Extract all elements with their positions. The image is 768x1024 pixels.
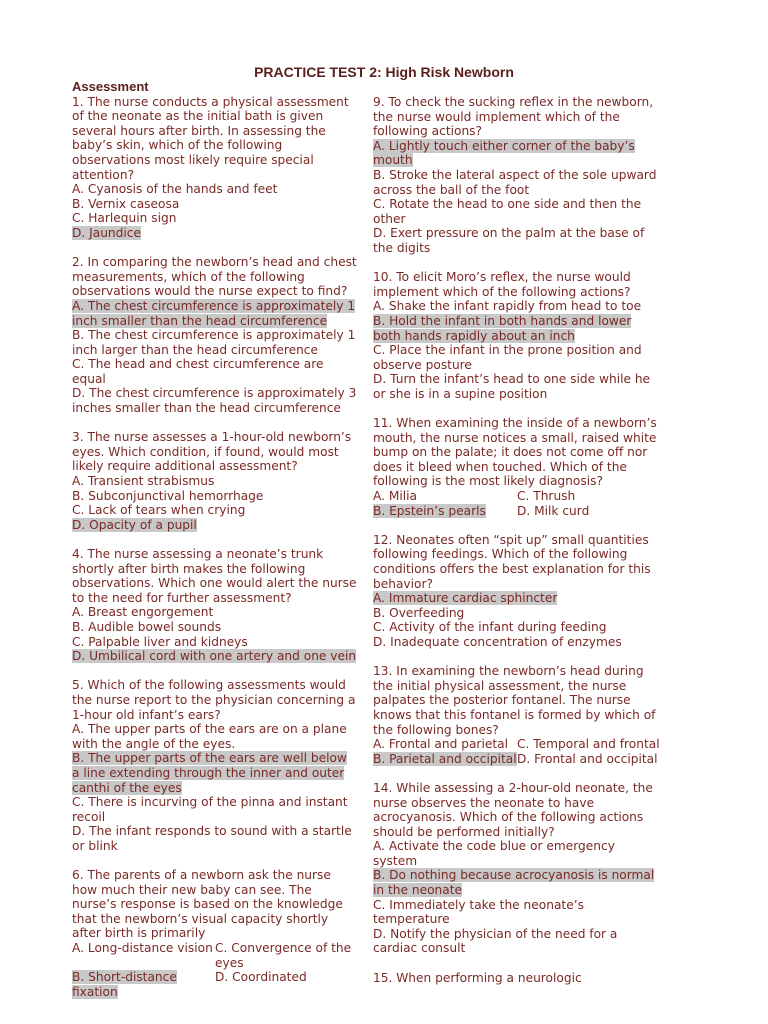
option-row [373, 752, 661, 767]
option[interactable]: A. Cyanosis of the hands and feet [72, 182, 278, 197]
option[interactable]: C. Convergence of the eyes [215, 941, 352, 970]
highlighted-answer[interactable]: A. Lightly touch either corner of the baby’s mouth [373, 138, 635, 168]
option[interactable]: B. Overfeeding [373, 605, 465, 620]
question-13 [373, 664, 661, 766]
option[interactable]: B. Subconjunctival hemorrhage [72, 488, 264, 503]
option[interactable]: A. Transient strabismus [72, 474, 215, 489]
highlighted-answer[interactable]: D. Opacity of a pupil [72, 517, 197, 532]
option[interactable]: D. Notify the physician of the need for a cardiac consult [373, 926, 618, 956]
question-stem: 3. The nurse assesses a 1-hour-old newborn’s eyes. Which condition, if found, would most likely require additional assessment? [72, 430, 352, 474]
right-column [373, 95, 661, 1000]
question-stem: 1. The nurse conducts a physical assessment of the neonate as the initial bath is given several hours after birth. In assessing the baby’s skin, which of the following observations most likely require special attention? [72, 94, 349, 182]
question-stem: 15. When performing a neurologic [373, 970, 582, 985]
option[interactable]: C. Place the infant in the prone position and observe posture [373, 343, 642, 372]
highlighted-answer[interactable]: B. Hold the infant in both hands and lower both hands rapidly about an inch [373, 313, 632, 343]
highlighted-answer[interactable]: B. Do nothing because acrocyanosis is normal in the neonate [373, 868, 655, 898]
option[interactable]: D. Coordinated [215, 970, 307, 985]
left-column [72, 80, 358, 1014]
section-heading: Assessment [72, 79, 149, 94]
question-stem: 2. In comparing the newborn’s head and chest measurements, which of the following observations would the nurse expect to find? [72, 255, 357, 299]
question-4 [72, 547, 358, 664]
option-row [373, 737, 661, 752]
highlighted-answer[interactable]: B. The upper parts of the ears are well below a line extending through the inner and outer canthi of the eyes [72, 751, 347, 795]
option[interactable]: B. Vernix caseosa [72, 196, 180, 211]
option[interactable]: A. Activate the code blue or emergency system [373, 839, 615, 868]
question-stem: 5. Which of the following assessments would the nurse report to the physician concerning a 1-hour old infant’s ears? [72, 678, 356, 722]
option[interactable]: C. Activity of the infant during feeding [373, 620, 607, 635]
highlighted-answer[interactable]: B. Short-distance fixation [72, 970, 177, 999]
question-15 [373, 971, 661, 986]
option[interactable]: D. Milk curd [517, 503, 590, 518]
option[interactable]: D. Inadequate concentration of enzymes [373, 634, 622, 649]
option-row [72, 941, 358, 970]
question-stem: 9. To check the sucking reflex in the newborn, the nurse would implement which of the following actions? [373, 95, 654, 139]
option[interactable]: A. Long-distance vision [72, 941, 213, 956]
question-3 [72, 430, 358, 532]
option[interactable]: C. Palpable liver and kidneys [72, 634, 248, 649]
question-10 [373, 270, 661, 401]
option[interactable]: D. The infant responds to sound with a startle or blink [72, 824, 352, 853]
option[interactable]: A. Frontal and parietal [373, 737, 508, 752]
option[interactable]: D. Turn the infant’s head to one side while he or she is in a supine position [373, 372, 651, 401]
question-stem: 14. While assessing a 2-hour-old neonate, the nurse observes the neonate to have acrocyanosis. Which of the following actions should be performed initially? [373, 780, 653, 839]
option[interactable]: D. The chest circumference is approximately 3 inches smaller than the head circumference [72, 386, 357, 416]
option[interactable]: C. The head and chest circumference are equal [72, 357, 324, 386]
question-stem: 4. The nurse assessing a neonate’s trunk shortly after birth makes the following observations. Which one would alert the nurse to the need for further assessment? [72, 547, 357, 605]
question-stem: 13. In examining the newborn’s head during the initial physical assessment, the nurse palpates the posterior fontanel. The nurse knows that this fontanel is formed by which of the following bones? [373, 664, 656, 737]
highlighted-answer[interactable]: D. Jaundice [72, 225, 141, 240]
option[interactable]: A. Milia [373, 489, 418, 504]
question-9 [373, 95, 661, 256]
option[interactable]: B. Audible bowel sounds [72, 619, 222, 634]
question-6 [72, 868, 358, 999]
option[interactable]: C. Thrush [517, 489, 576, 504]
option-row [373, 489, 661, 504]
option[interactable]: A. Shake the infant rapidly from head to toe [373, 299, 642, 314]
question-stem: 12. Neonates often “spit up” small quantities following feedings. Which of the following conditions offers the best explanation for this behavior? [373, 532, 651, 591]
option[interactable]: C. Temporal and frontal [517, 737, 660, 752]
question-11 [373, 416, 661, 518]
highlighted-answer[interactable]: D. Umbilical cord with one artery and one vein [72, 649, 357, 664]
option[interactable]: A. Breast engorgement [72, 605, 214, 620]
option[interactable]: D. Frontal and occipital [517, 751, 658, 766]
question-stem: 11. When examining the inside of a newborn’s mouth, the nurse notices a small, raised white bump on the palate; it does not come off nor does it bleed when touched. Which of the following is the most likely diagnosis? [373, 416, 657, 489]
option[interactable]: B. The chest circumference is approximately 1 inch larger than the head circumference [72, 328, 356, 357]
option[interactable]: C. Lack of tears when crying [72, 503, 246, 518]
option[interactable]: C. There is incurving of the pinna and instant recoil [72, 795, 348, 824]
question-12 [373, 533, 661, 650]
question-14 [373, 781, 661, 956]
option[interactable]: C. Harlequin sign [72, 211, 177, 226]
question-stem: 10. To elicit Moro’s reflex, the nurse would implement which of the following actions? [373, 270, 631, 299]
highlighted-answer[interactable]: B. Parietal and occipital [373, 751, 517, 766]
question-1 [72, 95, 358, 241]
highlighted-answer[interactable]: B. Epstein’s pearls [373, 503, 486, 518]
option-row [72, 970, 358, 999]
question-5 [72, 678, 358, 853]
question-2 [72, 255, 358, 416]
page-title: PRACTICE TEST 2: High Risk Newborn [254, 64, 514, 80]
option[interactable]: C. Immediately take the neonate’s temperature [373, 897, 584, 927]
question-stem: 6. The parents of a newborn ask the nurse how much their new baby can see. The nurse’s response is based on the knowledge that the newborn’s visual capacity shortly after birth is primarily [72, 868, 343, 941]
option[interactable]: C. Rotate the head to one side and then the other [373, 197, 642, 226]
option[interactable]: B. Stroke the lateral aspect of the sole upward across the ball of the foot [373, 167, 657, 197]
option-row [373, 504, 661, 519]
option[interactable]: A. The upper parts of the ears are on a plane with the angle of the eyes. [72, 722, 347, 751]
option[interactable]: D. Exert pressure on the palm at the base of the digits [373, 226, 645, 255]
highlighted-answer[interactable]: A. Immature cardiac sphincter [373, 591, 558, 606]
highlighted-answer[interactable]: A. The chest circumference is approximately 1 inch smaller than the head circumference [72, 298, 356, 328]
